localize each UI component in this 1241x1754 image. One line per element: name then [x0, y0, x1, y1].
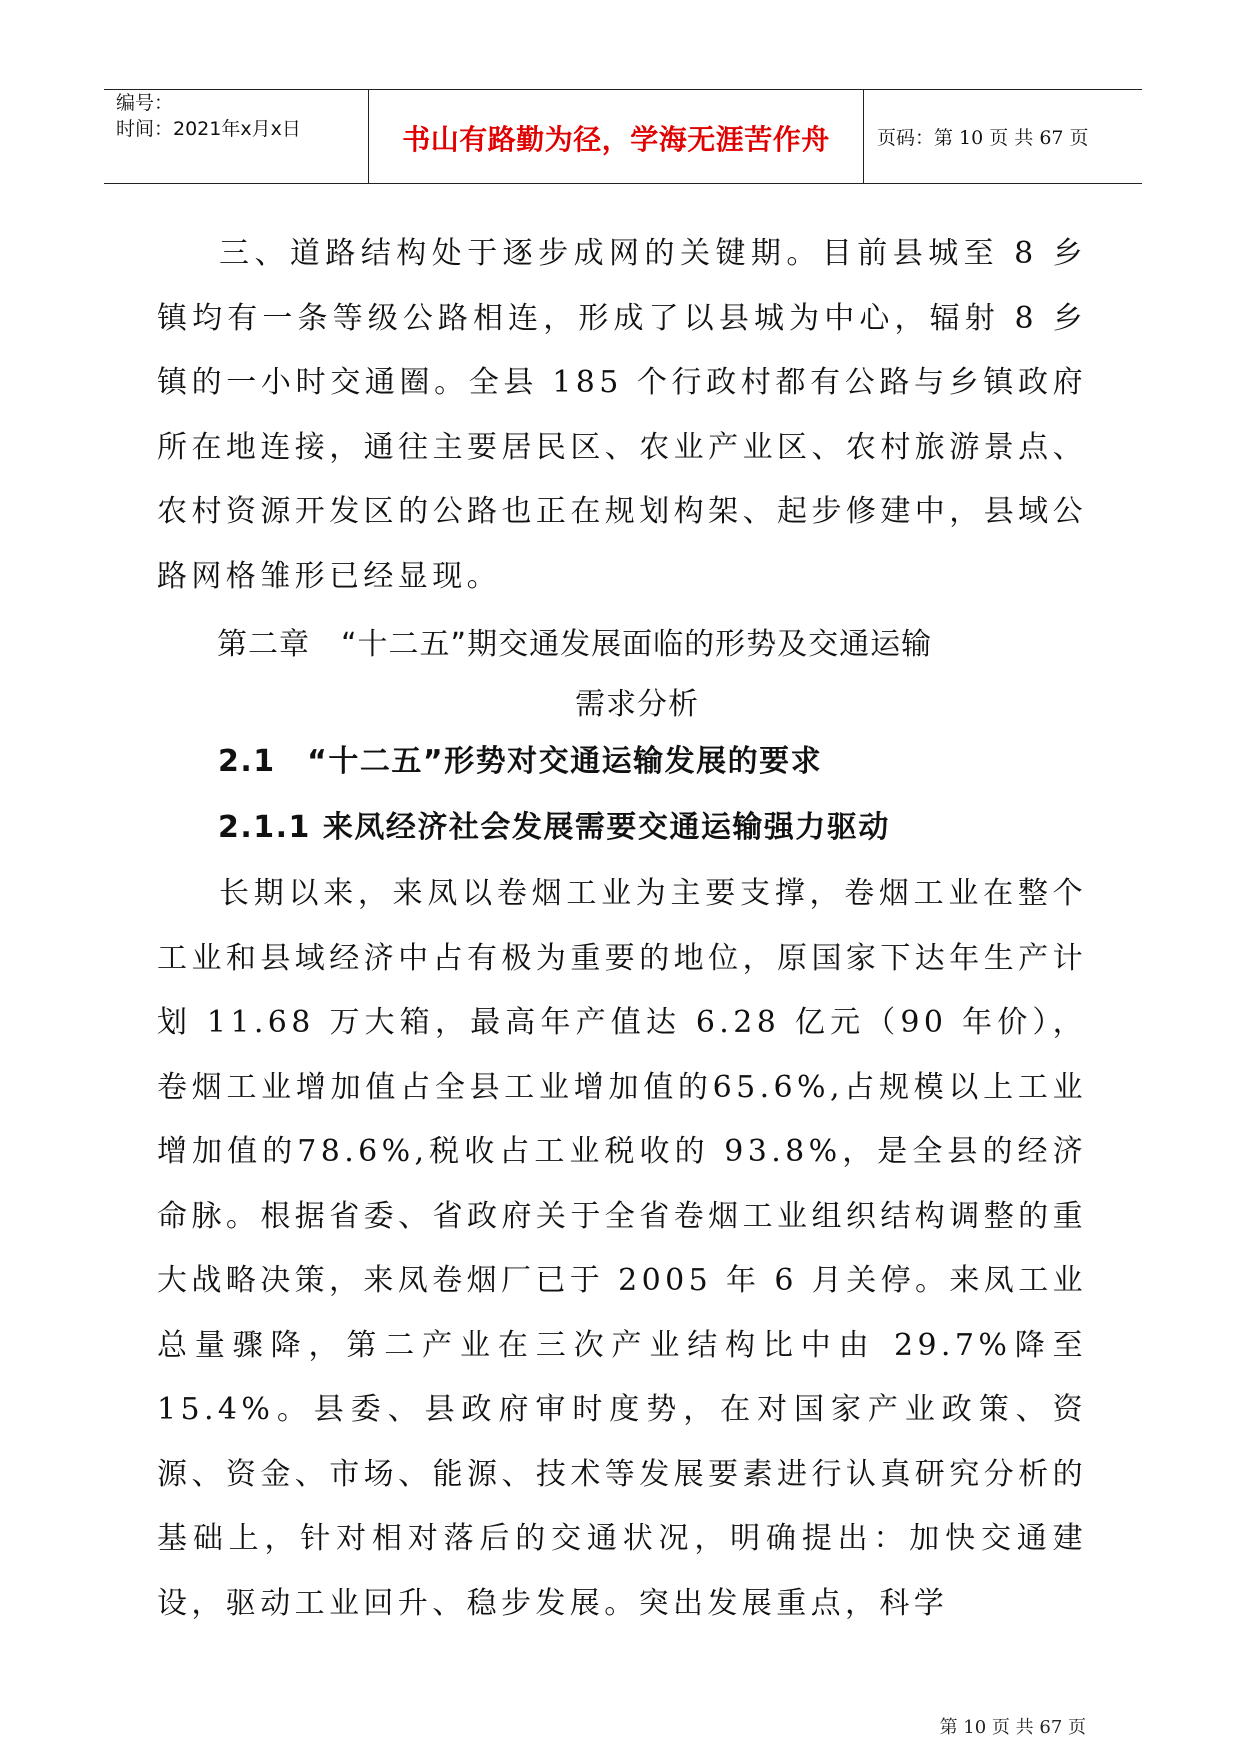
header-meta-cell — [104, 90, 368, 183]
page-footer: 第 10 页 共 67 页 — [939, 1717, 1086, 1738]
number-label: 编号： — [116, 92, 174, 114]
paragraph-economy: 长期以来，来凤以卷烟工业为主要支撑，卷烟工业在整个工业和县域经济中占有极为重要的地位，原国家下达年生产计划 11.68 万大箱，最高年产值达 6.28 亿元（90 年价），卷烟工业增加值占全县工业增加值的65.6%,占规模以上工业增加值的78.6%,税收占工业税收的 93.8%，是全县的经济命脉。根据省委、省政府关于全省卷烟工业组织结构调整的重大战略决策，来凤卷烟厂已于 2005 年 6 月关停。来凤工业总量骤降，第二产业在三次产业结构比中由 29.7%降至 15.4%。县委、县政府审时度势，在对国家产业政策、资源、资金、市场、能源、技术等发展要素进行认真研究分析的基础上，针对相对落后的交通状况，明确提出：加快交通建设，驱动工业回升、稳步发展。突出发展重点，科学 — [157, 876, 1087, 1621]
paragraph-road-network: 三、道路结构处于逐步成网的关键期。目前县城至 8 乡镇均有一条等级公路相连，形成了以县城为中心，辐射 8 乡镇的一小时交通圈。全县 185 个行政村都有公路与乡镇政府所在地连接，通往主要居民区、农业产业区、农村旅游景点、农村资源开发区的公路也正在规划构架、起步修建中，县域公路网格雏形已经显现。 — [157, 236, 1087, 594]
body-section-1 — [157, 222, 1087, 609]
chapter-heading — [157, 615, 1087, 735]
page-header-table — [104, 89, 1142, 184]
section-heading-2-1-1: 2.1.1 来凤经济社会发展需要交通运输强力驱动 — [218, 810, 890, 845]
header-motto-cell — [368, 90, 864, 183]
chapter-title-line2: 需求分析 — [575, 687, 699, 722]
header-page-cell — [863, 90, 1142, 183]
section-heading-2-1: 2.1 “十二五”形势对交通运输发展的要求 — [218, 744, 823, 779]
header-motto: 书山有路勤为径，学海无涯苦作舟 — [402, 123, 830, 156]
chapter-title-line1: 第二章 “十二五”期交通发展面临的形势及交通运输 — [217, 627, 933, 662]
body-section-2 — [157, 862, 1087, 1636]
header-page-info: 页码：第 10 页 共 67 页 — [877, 127, 1089, 149]
time-label: 时间：2021年x月x日 — [116, 118, 301, 140]
